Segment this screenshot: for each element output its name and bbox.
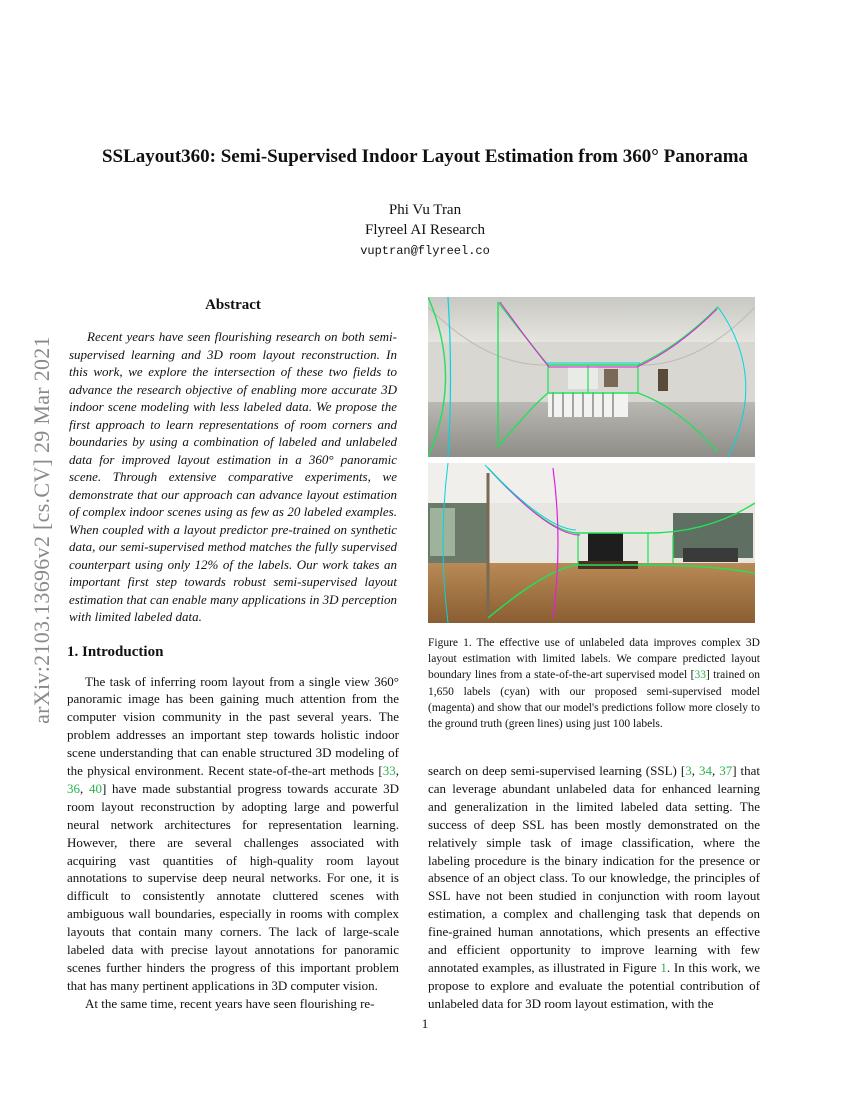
author-block [200, 200, 650, 260]
abstract-text: Recent years have seen flourishing research on both semi-supervised learning and 3D room layout reconstruction. In this work, we explore the intersection of these two fields to advance the research objective of enabling more accurate 3D indoor scene modeling with less labeled data. We propose the first approach to learn representations of room corners and boundaries by using a combination of labeled and unlabeled data for improved layout estimation in a 360° panoramic scene. Through extensive comparative experiments, we demonstrate that our approach can advance layout estimation of complex indoor scenes using as few as 20 labeled examples. When coupled with a layout predictor pre-trained on synthetic data, our semi-supervised method matches the fully supervised counterpart using only 12% of the labels. Our work takes an important first step towards robust semi-supervised layout estimation that can enable many applications in 3D perception with limited labeled data. [69, 329, 397, 624]
intro-text-a: The task of inferring room layout from a single view 360° panoramic image has been gaining much attention from the computer vision community in the past several years. The problem addresses an important step towards holistic indoor scene understanding that can enable structured 3D modeling of the physical environment. Recent state-of-the-art methods [ [67, 673, 399, 779]
panorama-image-bottom [428, 463, 755, 623]
panorama-image-top [428, 297, 755, 457]
citation-separator: , [711, 763, 720, 778]
citation-link[interactable]: 33 [694, 669, 706, 682]
figure-ref-link[interactable]: 1 [660, 959, 667, 975]
citation-link[interactable]: 37 [719, 763, 733, 778]
left-column [67, 297, 399, 1013]
figure-1 [428, 297, 755, 623]
ssl-paragraph [428, 762, 760, 1013]
citation-link[interactable]: 34 [698, 763, 712, 778]
citation-separator: , [80, 780, 89, 796]
citation-link[interactable]: 36 [67, 780, 80, 796]
right-column [428, 297, 760, 732]
page-number: 1 [421, 1016, 429, 1031]
author-name: Phi Vu Tran [388, 202, 462, 218]
ssl-text-2: ] that can leverage abundant unlabeled data for enhanced learning and generalization in the limited labeled data setting. The success of deep SSL has been mostly demonstrated on the relatively simple task of image classification, where the labeling procedure is the binary indication for the presence or absence of an object class. To our knowledge, the principles of SSL have not been studied in conjunction with room layout estimation, a complex and challenging task that depends on fine-grained human annotations, which presents an effective and efficient opportunity to improve learning with few annotated examples, as illustrated in Figure [428, 763, 761, 975]
author-email: vuptran@flyreel.co [360, 244, 490, 258]
citation-separator: , [395, 763, 399, 779]
author-affiliation: Flyreel AI Research [365, 222, 485, 238]
citation-link[interactable]: 3 [685, 763, 692, 778]
introduction-heading: 1. Introduction [67, 643, 164, 660]
ssl-text-3: . In this work, we propose to explore and evaluate the potential contribution of unlabeled data for 3D room layout estimation, with the [428, 959, 760, 1011]
caption-text-b: ] trained on 1,650 labels (cyan) with our proposed semi-supervised model (magenta) and show that our model's predictions follow more closely to the ground truth (green lines) using just 100 labels. [428, 669, 760, 731]
intro-text-b: ] have made substantial progress towards accurate 3D room layout reconstruction by adopting large and powerful neural network architectures for representation learning. However, there are several challenges associated with acquiring vast quantities of high-quality room layout annotations to supervise deep neural networks. For one, it is difficult to consistently annotate cluttered scenes with ambiguous wall boundaries, especially in rooms with complex layouts that contain many corners. The lack of large-scale labeled data with precise layout annotations for panoramic scenes further hinders the progress of this important problem that has many pertinent applications in 3D computer vision. [67, 780, 399, 993]
paper-title: SSLayout360: Semi-Supervised Indoor Layout Estimation from 360° Panorama [101, 146, 749, 167]
ssl-text-1: search on deep semi-supervised learning (SSL) [ [428, 763, 686, 778]
right-column-text [428, 762, 760, 1013]
citation-link[interactable]: 33 [382, 763, 396, 779]
abstract-heading: Abstract [205, 297, 261, 313]
arxiv-id: arXiv:2103.13696v2 [cs.CV] 29 Mar 2021 [29, 336, 55, 724]
introduction-paragraph-2: At the same time, recent years have seen flourishing re- [85, 995, 375, 1011]
figure-1-caption [428, 635, 760, 732]
citation-link[interactable]: 40 [88, 780, 102, 796]
caption-text-a: Figure 1. The effective use of unlabeled data improves complex 3D layout estimation with limited labels. We compare predicted layout boundary lines from a state-of-the-art supervised model [ [428, 637, 760, 682]
citation-separator: , [691, 763, 699, 778]
introduction-paragraph-1 [67, 673, 399, 995]
arxiv-sidebar-stamp [22, 290, 62, 770]
